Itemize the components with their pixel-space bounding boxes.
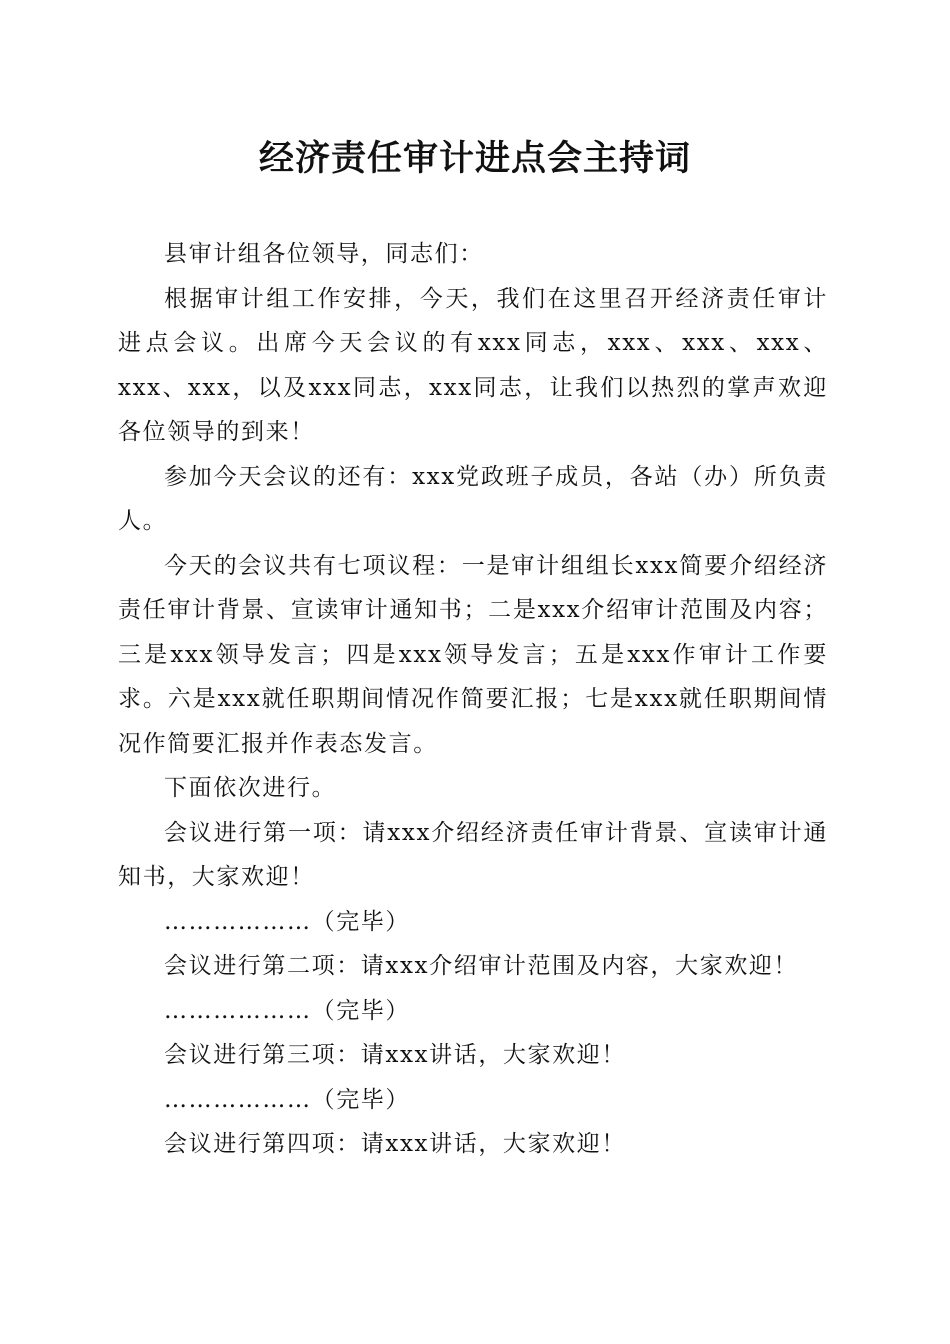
document-body [118,232,828,1167]
paragraph-salutation: 县审计组各位领导，同志们： [164,241,484,267]
paragraph-complete-3: ………………（完毕） [164,1086,410,1113]
document-title: 经济责任审计进点会主持词 [258,138,691,179]
paragraph-item-4: 会议进行第四项：请xxx讲话，大家欢迎！ [164,1131,626,1157]
paragraph-item-3: 会议进行第三项：请xxx讲话，大家欢迎！ [164,1042,626,1068]
paragraph-item-1: 会议进行第一项：请xxx介绍经济责任审计背景、宣读审计通知书，大家欢迎！ [118,819,828,890]
paragraph-item-2: 会议进行第二项：请xxx介绍审计范围及内容，大家欢迎！ [164,953,799,979]
paragraph-attendees: 参加今天会议的还有：xxx党政班子成员，各站（办）所负责人。 [118,463,828,534]
paragraph-complete-1: ………………（完毕） [164,908,410,935]
paragraph-opening: 根据审计组工作安排，今天，我们在这里召开经济责任审计进点会议。出席今天会议的有xxx同志，xxx、xxx、xxx、xxx、xxx，以及xxx同志，xxx同志，让我们以热烈的掌声欢迎各位领导的到来！ [118,285,828,445]
paragraph-complete-2: ………………（完毕） [164,997,410,1024]
paragraph-proceed: 下面依次进行。 [164,775,337,801]
paragraph-agenda: 今天的会议共有七项议程：一是审计组组长xxx简要介绍经济责任审计背景、宣读审计通知书；二是xxx介绍审计范围及内容；三是xxx领导发言；四是xxx领导发言；五是xxx作审计工作要求。六是xxx就任职期间情况作简要汇报；七是xxx就任职期间情况作简要汇报并作表态发言。 [118,552,828,757]
